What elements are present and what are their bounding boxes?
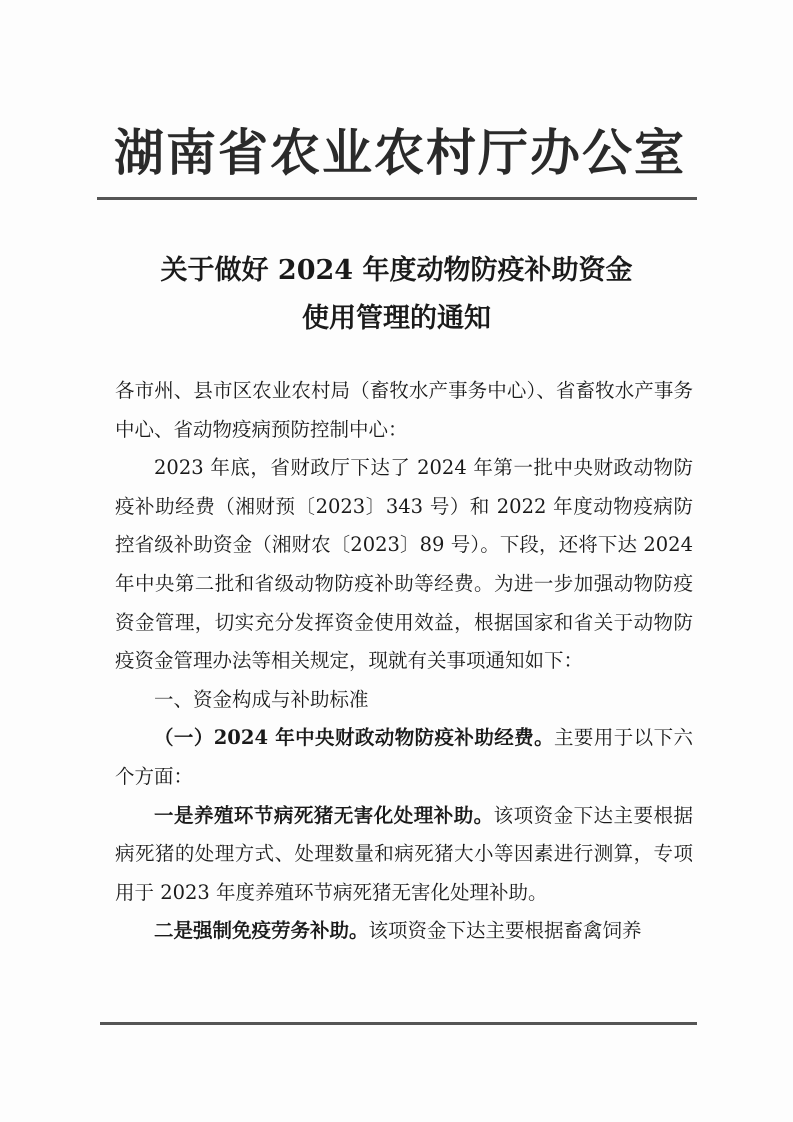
title-line-2: 使用管理的通知 [302, 303, 491, 334]
item-heading-1: 一是养殖环节病死猪无害化处理补助。 [154, 803, 494, 827]
document-title [100, 247, 693, 343]
subsection-paragraph-1 [115, 719, 693, 796]
recipients-paragraph: 各市州、县市区农业农村局（畜牧水产事务中心）、省畜牧水产事务中心、省动物疫病预防控制中心： [115, 379, 693, 441]
document-body [115, 372, 693, 951]
header-divider [97, 197, 697, 200]
subsection-text-1: 主要用于以下六个方面： [115, 726, 693, 788]
item-paragraph-1 [115, 797, 693, 913]
subsection-heading-1: （一）2024 年中央财政动物防疫补助经费。 [154, 726, 555, 750]
footer-divider [100, 1022, 697, 1025]
item-heading-2: 二是强制免疫劳务补助。 [154, 919, 369, 943]
section-heading-1: 一、资金构成与补助标准 [154, 687, 369, 711]
issuing-office-header: 湖南省农业农村厅办公室 [114, 124, 686, 182]
intro-paragraph: 2023 年底，省财政厅下达了 2024 年第一批中央财政动物防疫补助经费（湘财预〔2023〕343 号）和 2022 年度动物疫病防控省级补助资金（湘财农〔2023〕89 号）。下段，还将下达 2024 年中央第二批和省级动物防疫补助等经费。为进一步加强动物防疫资金管理，切实充分发挥资金使用效益，根据国家和省关于动物防疫资金管理办法等相关规定，现就有关事项通知如下： [115, 456, 693, 673]
item-text-2: 该项资金下达主要根据畜禽饲养 [368, 919, 642, 943]
item-paragraph-2 [115, 912, 693, 951]
item-text-1: 该项资金下达主要根据病死猪的处理方式、处理数量和病死猪大小等因素进行测算，专项用于 2023 年度养殖环节病死猪无害化处理补助。 [115, 803, 693, 904]
title-line-1: 关于做好 2024 年度动物防疫补助资金 [160, 255, 633, 286]
